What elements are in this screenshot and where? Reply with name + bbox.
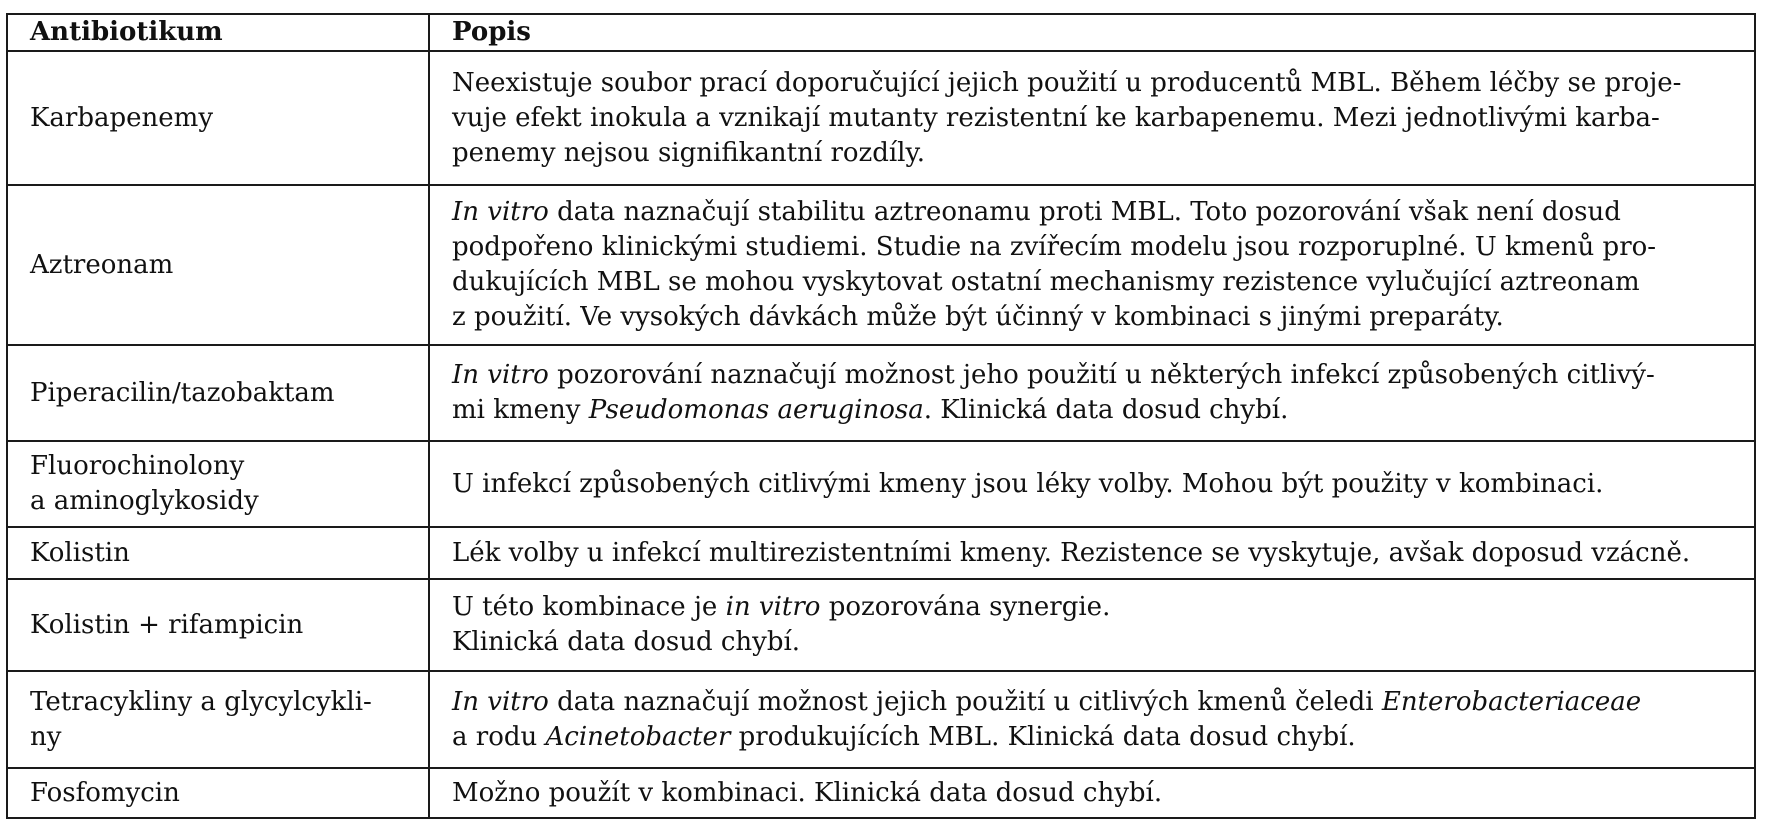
antibiotic-name-line: Aztreonam [30, 249, 174, 280]
antibiotic-name-cell [7, 441, 429, 527]
antibiotic-name-line: Fosfomycin [30, 777, 180, 808]
description-cell [429, 441, 1755, 527]
description-line: U této kombinace je in vitro pozorována synergie. [452, 592, 1111, 622]
description-line: Lék volby u infekcí multirezistentními kmeny. Rezistence se vyskytuje, avšak doposud vzácně. [452, 537, 1691, 568]
antibiotic-name-line: Tetracykliny a glycylcykli- [30, 686, 372, 717]
italic-term: Pseudomonas aeruginosa [588, 395, 924, 425]
table-row [7, 671, 1755, 768]
description-line: penemy nejsou signifikantní rozdíly. [452, 137, 926, 168]
description-line: mi kmeny Pseudomonas aeruginosa. Klinická data dosud chybí. [452, 395, 1289, 425]
description-cell [429, 527, 1755, 579]
description-line: In vitro data naznačují možnost jejich použití u citlivých kmenů čeledi Enterobacteriaceae [452, 686, 1642, 717]
antibiotic-name-line: Piperacilin/tazobaktam [30, 377, 335, 408]
description-line: Neexistuje soubor prací doporučující jejich použití u producentů MBL. Během léčby se proje- [452, 67, 1682, 98]
description-cell [429, 768, 1755, 818]
description-line: dukujících MBL se mohou vyskytovat ostatní mechanismy rezistence vylučující aztreonam [452, 267, 1640, 297]
antibiotic-name-line: Kolistin [30, 537, 130, 568]
antibiotic-name-cell [7, 579, 429, 671]
table-row [7, 345, 1755, 441]
description-cell [429, 671, 1755, 768]
antibiotic-name-cell [7, 527, 429, 579]
antibiotic-name-line: Fluorochinolony [30, 451, 245, 481]
column-header-description: Popis [429, 14, 1755, 51]
italic-term: in vitro [725, 592, 821, 622]
description-cell [429, 185, 1755, 345]
description-line: In vitro data naznačují stabilitu aztreonamu proti MBL. Toto pozorování však není dosud [452, 197, 1621, 227]
antibiotic-name-line: a aminoglykosidy [30, 486, 259, 516]
table-row [7, 185, 1755, 345]
table-row [7, 768, 1755, 818]
antibiotic-name-cell [7, 185, 429, 345]
description-line: U infekcí způsobených citlivými kmeny jsou léky volby. Mohou být použity v kombinaci. [452, 468, 1604, 499]
description-line: In vitro pozorování naznačují možnost jeho použití u některých infekcí způsobených citlivý- [452, 360, 1655, 390]
italic-term: Enterobacteriaceae [1381, 686, 1642, 717]
table-row [7, 527, 1755, 579]
antibiotics-table [6, 13, 1756, 819]
italic-term: Acinetobacter [545, 721, 731, 752]
description-line: z použití. Ve vysokých dávkách může být účinný v kombinaci s jinými preparáty. [452, 302, 1504, 332]
antibiotic-name-cell [7, 345, 429, 441]
description-line: Klinická data dosud chybí. [452, 627, 801, 657]
table-header-row [7, 14, 1755, 51]
antibiotic-name-cell [7, 671, 429, 768]
description-line: Možno použít v kombinaci. Klinická data dosud chybí. [452, 777, 1163, 808]
column-header-antibiotic: Antibiotikum [7, 14, 429, 51]
antibiotic-name-line: Kolistin + rifampicin [30, 609, 304, 640]
antibiotic-name-cell [7, 768, 429, 818]
description-line: a rodu Acinetobacter produkujících MBL. Klinická data dosud chybí. [452, 721, 1356, 752]
antibiotic-name-cell [7, 51, 429, 185]
description-cell [429, 51, 1755, 185]
description-line: vuje efekt inokula a vznikají mutanty rezistentní ke karbapenemu. Mezi jednotlivými karba- [452, 102, 1660, 133]
table-row [7, 51, 1755, 185]
italic-term: In vitro [452, 197, 549, 227]
table-row [7, 441, 1755, 527]
description-cell [429, 345, 1755, 441]
document-page [6, 13, 1754, 819]
antibiotic-name-line: Karbapenemy [30, 102, 214, 133]
description-line: podpořeno klinickými studiemi. Studie na zvířecím modelu jsou rozporuplné. U kmenů pro- [452, 232, 1657, 262]
italic-term: In vitro [452, 686, 549, 717]
description-cell [429, 579, 1755, 671]
antibiotic-name-line: ny [30, 721, 62, 752]
table-row [7, 579, 1755, 671]
italic-term: In vitro [452, 360, 549, 390]
